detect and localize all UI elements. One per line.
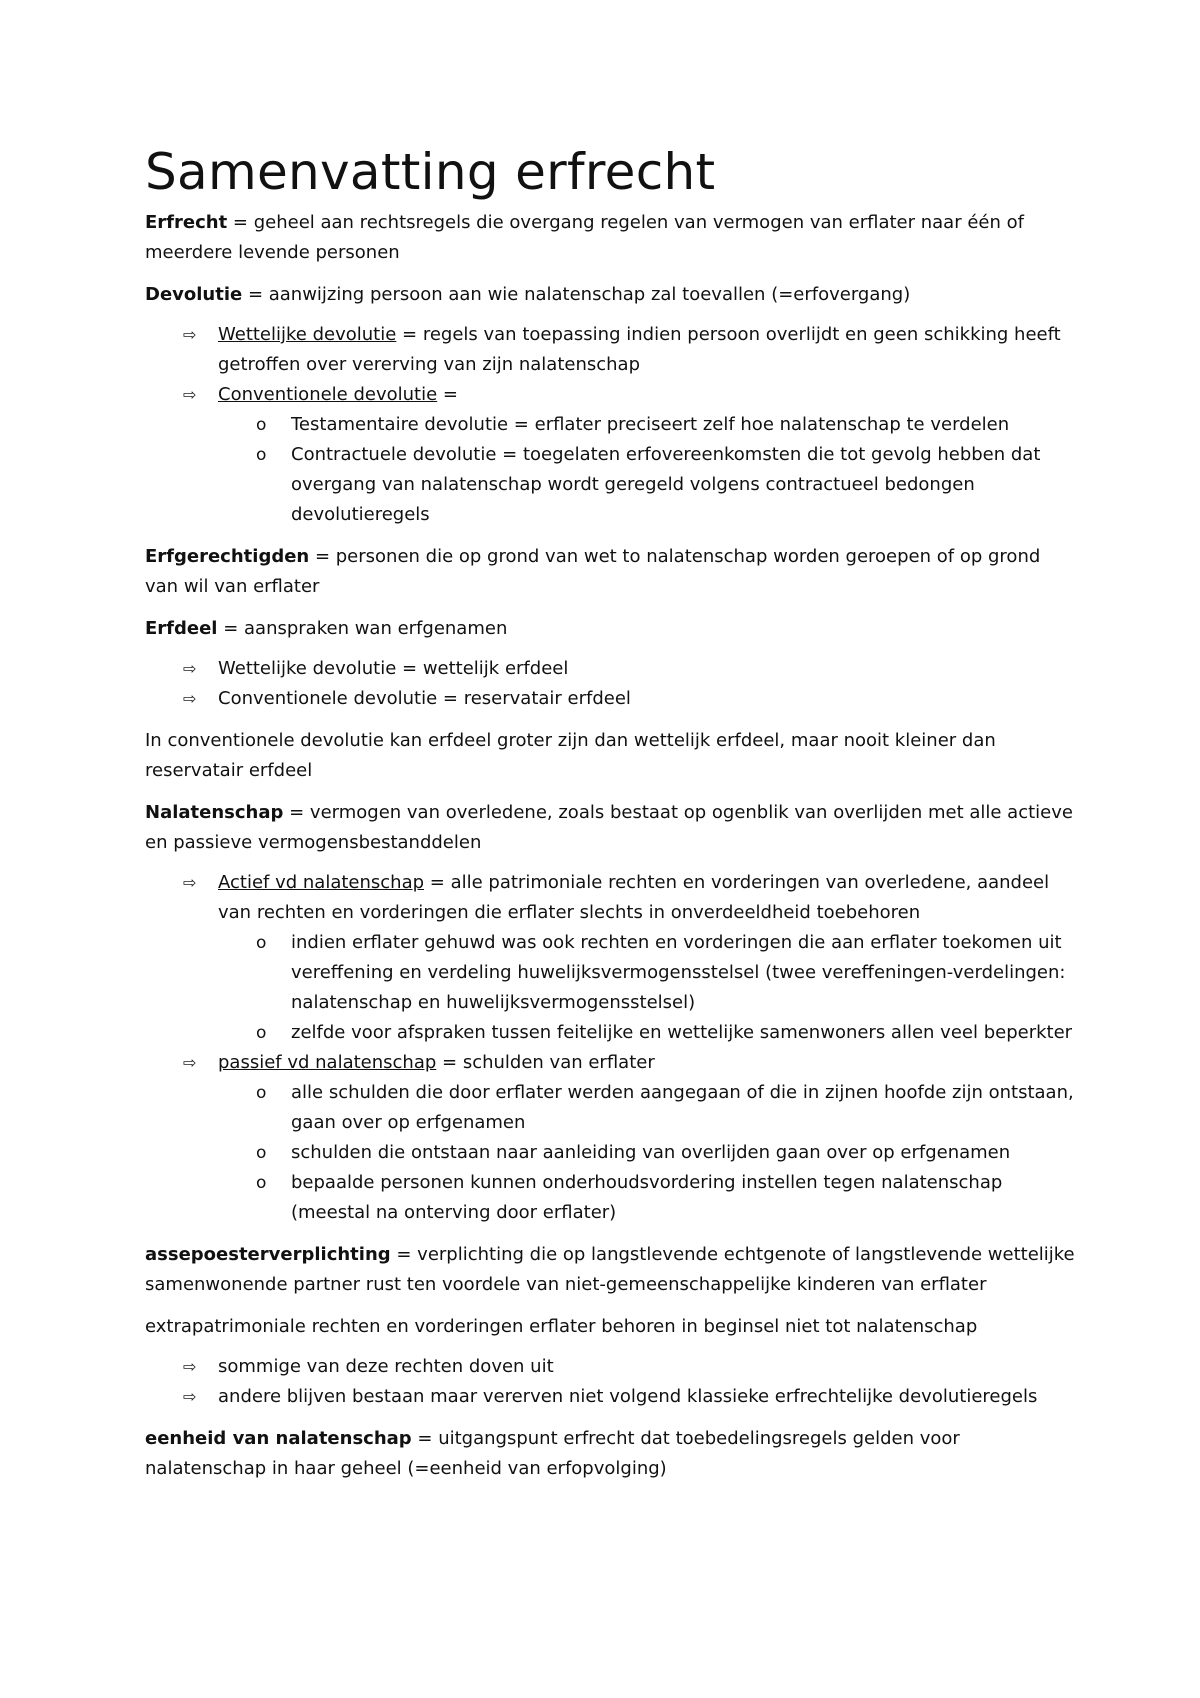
arrow-right-outline-icon: ⇨ <box>183 689 197 708</box>
sub-list-item <box>256 1138 1075 1168</box>
term: eenheid van nalatenschap <box>145 1428 412 1449</box>
page-title: Samenvatting erfrecht <box>145 143 716 201</box>
item-text: = alle patrimoniale rechten en vorderingen van overledene, aandeel van rechten en vorderingen die erflater slechts in onverdeeldheid toebehoren <box>218 872 1050 923</box>
definition-nalatenschap <box>145 798 1075 858</box>
sub-list-item <box>256 410 1075 440</box>
item-text: Contractuele devolutie = toegelaten erfovereenkomsten die tot gevolg hebben dat overgang van nalatenschap wordt geregeld volgens contractueel bedongen devolutieregels <box>291 444 1041 525</box>
arrow-right-outline-icon: ⇨ <box>183 1053 197 1072</box>
sub-list-item <box>256 440 1075 530</box>
item-text: Conventionele devolutie = reservatair erfdeel <box>218 688 631 709</box>
sub-list-item <box>256 1168 1075 1228</box>
term: assepoesterverplichting <box>145 1244 391 1265</box>
arrow-right-outline-icon: ⇨ <box>183 659 197 678</box>
list-item <box>183 868 1075 1048</box>
item-text: = schulden van erflater <box>436 1052 655 1073</box>
term: Devolutie <box>145 284 243 305</box>
sub-list <box>218 928 1075 1048</box>
circle-bullet-icon: o <box>256 1143 267 1163</box>
sub-list-item <box>256 1078 1075 1138</box>
definition-erfgerechtigden <box>145 542 1075 602</box>
definition-text: = verplichting die op langstlevende echtgenote of langstlevende wettelijke samenwonende partner rust ten voordele van niet-gemeenschappelijke kinderen van erflater <box>145 1244 1075 1295</box>
definition-text: = aanspraken wan erfgenamen <box>217 618 508 639</box>
item-text: bepaalde personen kunnen onderhoudsvordering instellen tegen nalatenschap (meestal na onterving door erflater) <box>291 1172 1003 1223</box>
definition-text: = geheel aan rechtsregels die overgang regelen van vermogen van erflater naar één of meerdere levende personen <box>145 212 1024 263</box>
definition-devolutie <box>145 280 1075 310</box>
definition-text: = aanwijzing persoon aan wie nalatenschap zal toevallen (=erfovergang) <box>242 284 911 305</box>
list-item <box>183 1382 1075 1412</box>
list-item <box>183 1048 1075 1228</box>
list-item <box>183 380 1075 530</box>
item-text: = regels van toepassing indien persoon overlijdt en geen schikking heeft getroffen over vererving van zijn nalatenschap <box>218 324 1061 375</box>
term: Erfgerechtigden <box>145 546 310 567</box>
definition-eenheid <box>145 1424 1075 1484</box>
item-text: = <box>437 384 458 405</box>
arrow-right-outline-icon: ⇨ <box>183 325 197 344</box>
definition-text: = uitgangspunt erfrecht dat toebedelingsregels gelden voor nalatenschap in haar geheel (=eenheid van erfopvolging) <box>145 1428 960 1479</box>
arrow-right-outline-icon: ⇨ <box>183 1387 197 1406</box>
definition-text: = vermogen van overledene, zoals bestaat op ogenblik van overlijden met alle actieve en passieve vermogensbestanddelen <box>145 802 1073 853</box>
list-item <box>183 684 1075 714</box>
item-text: zelfde voor afspraken tussen feitelijke en wettelijke samenwoners allen veel beperkter <box>291 1022 1073 1043</box>
circle-bullet-icon: o <box>256 415 267 435</box>
sub-list <box>218 1078 1075 1228</box>
underlined-term: Conventionele devolutie <box>218 384 438 405</box>
circle-bullet-icon: o <box>256 1083 267 1103</box>
underlined-term: Actief vd nalatenschap <box>218 872 425 893</box>
item-text: alle schulden die door erflater werden aangegaan of die in zijnen hoofde zijn ontstaan, gaan over op erfgenamen <box>291 1082 1074 1133</box>
document-page <box>145 140 1075 1496</box>
term: Erfrecht <box>145 212 228 233</box>
definition-erfdeel <box>145 614 1075 644</box>
definition-erfrecht <box>145 208 1075 268</box>
circle-bullet-icon: o <box>256 933 267 953</box>
erfdeel-list <box>145 654 1075 714</box>
conventional-note: In conventionele devolutie kan erfdeel groter zijn dan wettelijk erfdeel, maar nooit kleiner dan reservatair erfdeel <box>145 730 996 781</box>
item-text: Wettelijke devolutie = wettelijk erfdeel <box>218 658 569 679</box>
arrow-right-outline-icon: ⇨ <box>183 1357 197 1376</box>
term: Erfdeel <box>145 618 218 639</box>
sub-list <box>218 410 1075 530</box>
arrow-right-outline-icon: ⇨ <box>183 385 197 404</box>
nalatenschap-list <box>145 868 1075 1228</box>
sub-list-item <box>256 928 1075 1018</box>
item-text: Testamentaire devolutie = erflater preciseert zelf hoe nalatenschap te verdelen <box>291 414 1010 435</box>
extrapatrimoniale-text: extrapatrimoniale rechten en vorderingen erflater behoren in beginsel niet tot nalatenschap <box>145 1316 978 1337</box>
list-item <box>183 1352 1075 1382</box>
circle-bullet-icon: o <box>256 1023 267 1043</box>
term: Nalatenschap <box>145 802 284 823</box>
circle-bullet-icon: o <box>256 1173 267 1193</box>
item-text: schulden die ontstaan naar aanleiding van overlijden gaan over op erfgenamen <box>291 1142 1011 1163</box>
underlined-term: passief vd nalatenschap <box>218 1052 437 1073</box>
circle-bullet-icon: o <box>256 445 267 465</box>
item-text: indien erflater gehuwd was ook rechten en vorderingen die aan erflater toekomen uit vereffening en verdeling huwelijksvermogensstelsel (twee vereffeningen-verdelingen: nalatenschap en huwelijksvermogensstelsel) <box>291 932 1066 1013</box>
list-item <box>183 320 1075 380</box>
definition-text: = personen die op grond van wet to nalatenschap worden geroepen of op grond van wil van erflater <box>145 546 1041 597</box>
item-text: andere blijven bestaan maar vererven niet volgend klassieke erfrechtelijke devolutieregels <box>218 1386 1038 1407</box>
item-text: sommige van deze rechten doven uit <box>218 1356 554 1377</box>
extrapatrimoniale-list <box>145 1352 1075 1412</box>
definition-assepoesterverplichting <box>145 1240 1075 1300</box>
arrow-right-outline-icon: ⇨ <box>183 873 197 892</box>
devolutie-list <box>145 320 1075 530</box>
list-item <box>183 654 1075 684</box>
sub-list-item <box>256 1018 1075 1048</box>
underlined-term: Wettelijke devolutie <box>218 324 397 345</box>
